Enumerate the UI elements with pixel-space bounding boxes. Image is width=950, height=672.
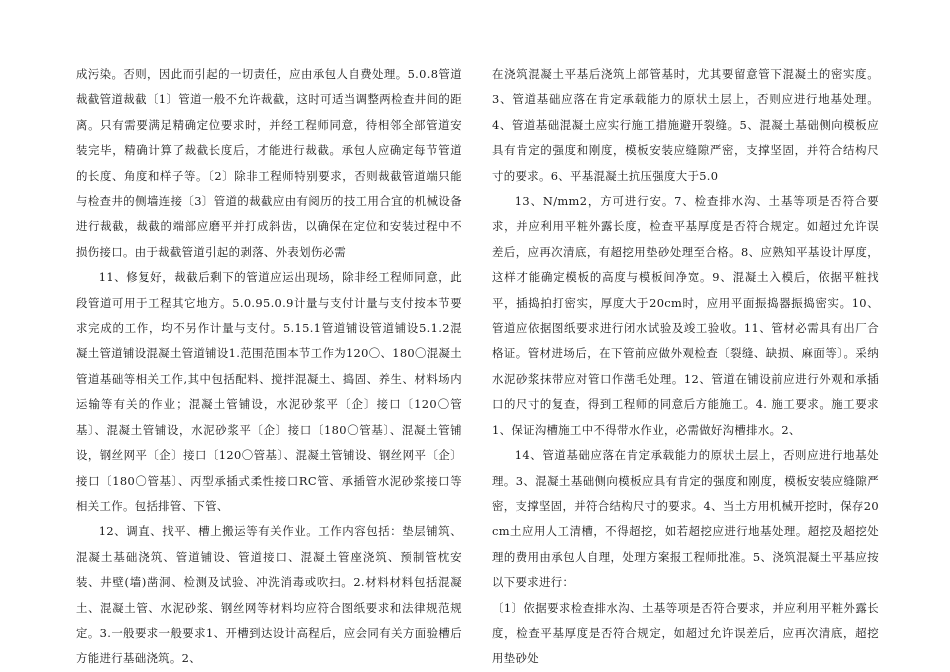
- right-paragraph-1: 在浇筑混凝土平基后浇筑上部管基时，尤其要留意管下混凝土的密实度。3、管道基础应落在肯定承载能力的原状土层上，否则应进行地基处理。4、管道基础混凝土应实行施工措施避开裂缝。5、混凝土基础侧向模板应具有肯定的强度和刚度，模板安装应缝隙严密，支撑坚固，并符合结构尺寸的要求。6、平基混凝土抗压强度大于5.0: [492, 67, 879, 183]
- left-paragraph-3: 12、调直、找平、槽上搬运等有关作业。工作内容包括：垫层铺筑、混凝土基础浇筑、管道铺设、管道接口、混凝土管座浇筑、预制管枕安装、井壁(墙)凿洞、检测及试验、冲洗消毒或吹扫。2.材料材料包括混凝土、混凝土管、水泥砂浆、钢丝网等材料均应符合图纸要求和法律规范规定。3.一般要求一般要求1、开槽到达设计高程后，应会同有关方面验槽后方能进行基础浇筑。2、: [76, 524, 462, 666]
- left-column: [76, 62, 462, 672]
- right-column: [492, 62, 879, 672]
- left-paragraph-1: 成污染。否则，因此而引起的一切责任，应由承包人自费处理。5.0.8管道裁截管道裁截〔1〕管道一般不允许裁截，这时可适当调整两检查井间的距离。只有需要满足精确定位要求时，并经工程师同意，待相邻全部管道安装完毕，精确计算了裁截长度后，才能进行裁截。承包人应确定每节管道的长度、角度和样子等。〔2〕除非工程师特别要求，否则裁截管道端只能与检查井的侧墙连接〔3〕管道的裁截应由有阅历的技工用合宜的机械设备进行裁截，裁截的端部应磨平并打成斜齿，以确保在定位和安装过程中不损伤接口。由于裁截管道引起的剥落、外表划伤必需: [76, 67, 462, 259]
- left-paragraph-2: 11、修复好，裁截后剩下的管道应运出现场，除非经工程师同意，此段管道可用于工程其它地方。5.0.95.0.9计量与支付计量与支付按本节要求完成的工作，均不另作计量与支付。5.15.1管道铺设管道铺设5.1.2混凝土管道铺设混凝土管道铺设1.范围范围本节工作为120〇、180〇混凝土管道基础等相关工作,其中包括配料、搅拌混凝土、捣固、养生、材料场内运输等有关的作业；混凝土管铺设，水泥砂浆平〔企〕接口〔120〇管基〕、混凝土管铺设，水泥砂浆平〔企〕接口〔180〇管基〕、混凝土管铺设，钢丝网平〔企〕接口〔120〇管基〕、混凝土管铺设、钢丝网平〔企〕接口〔180〇管基〕、丙型承插式柔性接口RC管、承插管水泥砂浆接口等相关工作。包括排管、下管、: [76, 270, 462, 513]
- right-paragraph-3: 14、管道基础应落在肯定承载能力的原状土层上，否则应进行地基处理。3、混凝土基础侧向模板应具有肯定的强度和刚度，模板安装应缝隙严密，支撑坚固，并符合结构尺寸的要求。4、当土方用机械开挖时，保存20cm土应用人工清槽，不得超挖，如若超挖应进行地基处理。超挖及超挖处理的费用由承包人自理，处理方案报工程师批准。5、浇筑混凝土平基应按以下要求进行：: [492, 448, 879, 590]
- right-paragraph-2: 13、N/mm2，方可进行安。7、检查排水沟、土基等项是否符合要求，并应利用平粧外露长度，检查平基厚度是否符合规定。如超过允许误差后，应再次清底，有超挖用垫砂处理至合格。8、应熟知平基设计厚度，这样才能确定模板的高度与模板间净宽。9、混凝土入模后，依据平粧找平，插捣拍打密实，厚度大于20cm时，应用平面振捣器振捣密实。10、管道应依据图纸要求进行闭水试验及竣工验收。11、管材必需具有出厂合格证。管材进场后，在下管前应做外观检查〔裂缝、缺损、麻面等〕。采纳水泥砂浆抹带应对管口作凿毛处理。12、管道在铺设前应进行外观和承插口的尺寸的复查，得到工程师的同意后方能施工。4. 施工要求。施工要求1、保证沟槽施工中不得带水作业，必需做好沟槽排水。2、: [492, 194, 879, 437]
- right-paragraph-4: 〔1〕依据要求检查排水沟、土基等项是否符合要求，并应利用平粧外露长度，检查平基厚度是否符合规定，如超过允许误差后，应再次清底，超挖用垫砂处: [492, 600, 879, 666]
